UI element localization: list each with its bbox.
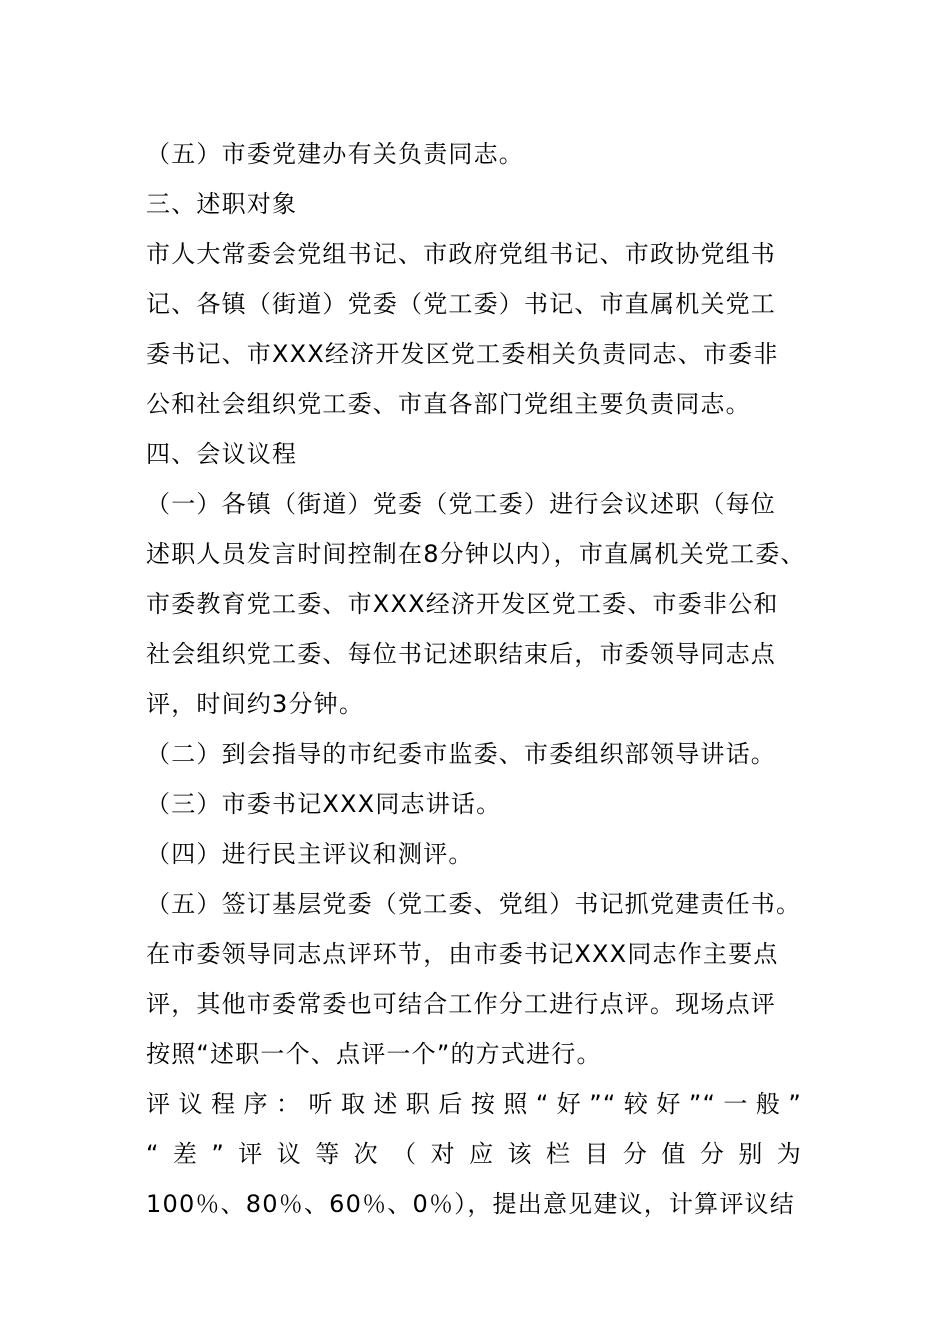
- text-line: 社会组织党工委、每位书记述职结束后，市委领导同志点: [146, 640, 776, 668]
- text-line: 述职人员发言时间控制在8分钟以内），市直属机关党工委、: [146, 540, 806, 568]
- text-line: 评议程序：听取述职后按照“好”“较好”“一般”: [146, 1090, 802, 1118]
- text-line: （三）市委书记XXX同志讲话。: [146, 790, 502, 818]
- section-heading: 三、述职对象: [146, 190, 298, 218]
- text-line: 委书记、市XXX经济开发区党工委相关负责同志、市委非: [146, 340, 779, 368]
- text-line: （五）市委党建办有关负责同志。: [146, 140, 524, 168]
- text-line: 记、各镇（街道）党委（党工委）书记、市直属机关党工: [146, 290, 776, 318]
- text-line: 公和社会组织党工委、市直各部门党组主要负责同志。: [146, 390, 751, 418]
- text-line: （五）签订基层党委（党工委、党组）书记抓党建责任书。: [146, 890, 802, 918]
- text-line: （一）各镇（街道）党委（党工委）进行会议述职（每位: [146, 490, 776, 518]
- text-line: 评，其他市委常委也可结合工作分工进行点评。现场点评: [146, 990, 776, 1018]
- text-line: （二）到会指导的市纪委市监委、市委组织部领导讲话。: [146, 740, 776, 768]
- text-line: 评，时间约3分钟。: [146, 690, 365, 718]
- text-line: “差”评议等次（对应该栏目分值分别为: [146, 1140, 802, 1168]
- text-line: 市人大常委会党组书记、市政府党组书记、市政协党组书: [146, 240, 776, 268]
- text-line: 在市委领导同志点评环节，由市委书记XXX同志作主要点: [146, 940, 779, 968]
- text-line: 按照“述职一个、点评一个”的方式进行。: [146, 1040, 602, 1068]
- text-line: 市委教育党工委、市XXX经济开发区党工委、市委非公和: [146, 590, 779, 618]
- text-line: 100％、80％、60％、0％），提出意见建议，计算评议结: [146, 1190, 795, 1218]
- section-heading: 四、会议议程: [146, 440, 298, 468]
- text-line: （四）进行民主评议和测评。: [146, 840, 474, 868]
